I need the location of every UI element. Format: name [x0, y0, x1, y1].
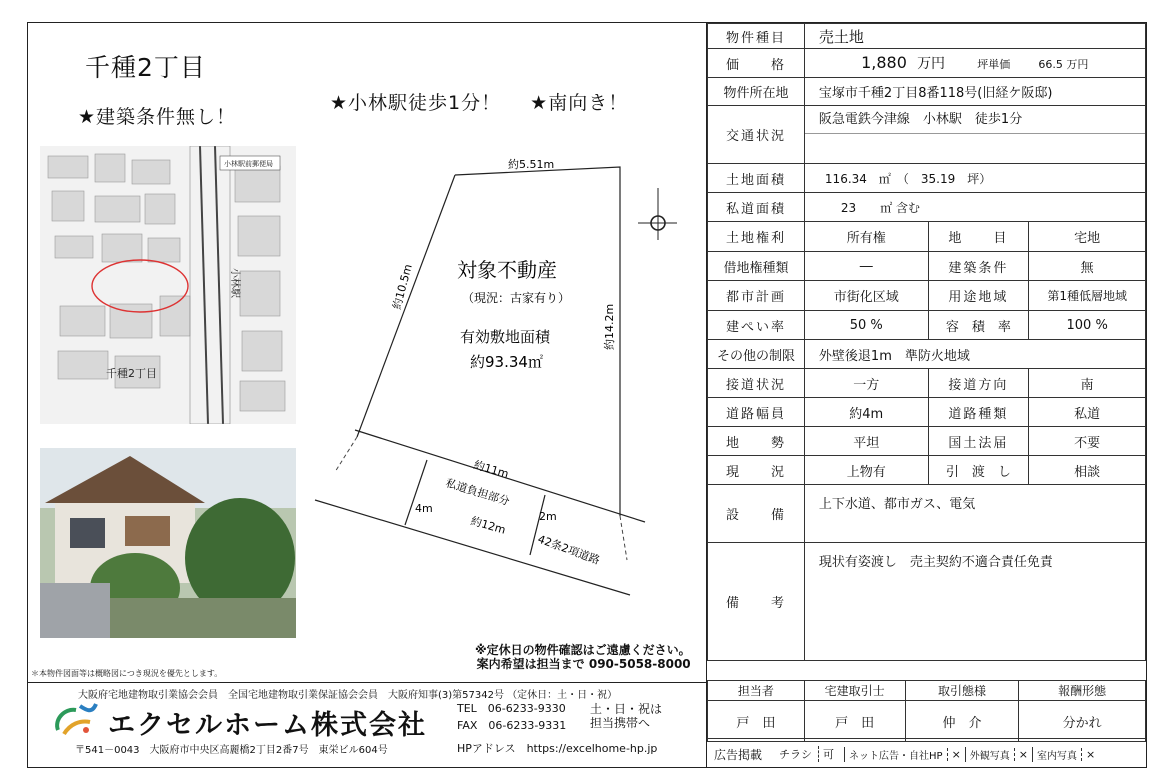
far-value: 100 %: [1029, 311, 1146, 340]
city-plan-label: 都市計画: [708, 281, 805, 311]
price-unit: 万円: [917, 56, 946, 72]
effective-area-label: 有効敷地面積: [460, 328, 551, 346]
city-plan-value: 市街化区域: [804, 281, 928, 311]
lot-plan: [305, 150, 705, 610]
property-info-table: [707, 23, 1146, 661]
leasehold-label: 借地権種類: [708, 252, 805, 281]
staff-header-mode: 取引態様: [905, 681, 1019, 701]
terrain-value: 平坦: [804, 427, 928, 456]
location-label: 物件所在地: [708, 78, 805, 106]
ad-permissions: [707, 738, 1146, 769]
company-name: エクセルホーム株式会社: [108, 710, 427, 741]
map-disclaimer: ＊本物件図面等は概略図につき現況を優先とします。: [31, 669, 223, 678]
handover-value: 相談: [1029, 456, 1146, 485]
land-area-value: 116.34 ㎡ （ 35.19 坪）: [804, 164, 1145, 193]
land-right-label: 土地権利: [708, 222, 805, 252]
catch-station: ★小林駅徒歩1分！: [330, 92, 502, 114]
public-road-label: 42条2項道路: [535, 532, 602, 568]
subject-status: （現況：古家有り）: [462, 291, 571, 305]
land-right-value: 所有権: [804, 222, 928, 252]
unit-price-value: 66.5 万円: [1038, 58, 1089, 71]
effective-area-value: 約93.34㎡: [470, 353, 543, 371]
lot-boundary-left: [357, 175, 455, 437]
map-station-label: 小林駅: [229, 268, 240, 298]
contact-numbers: [457, 700, 566, 734]
top-width-label: 約5.51m: [508, 158, 555, 171]
staff-header-fee: 報酬形態: [1019, 681, 1146, 701]
unit-price-label: 坪単価: [977, 58, 1011, 71]
facilities-value: 上下水道、都市ガス、電気: [804, 485, 1145, 543]
road-right-depth: 2m: [539, 510, 557, 523]
category-value: 宅地: [1029, 222, 1146, 252]
facilities-label: 設 備: [708, 485, 805, 543]
subject-label: 対象不動産: [457, 258, 557, 282]
price-value: 1,880: [861, 53, 907, 72]
staff-table: [707, 680, 1146, 742]
right-side-label: 約14.2m: [603, 303, 616, 350]
leasehold-value: ―: [804, 252, 928, 281]
ad-interior-ok: ×: [1081, 748, 1095, 761]
holiday-notice-2: 案内希望は担当まで 090-5058-8000: [476, 657, 691, 671]
staff-mode: 仲 介: [905, 701, 1019, 742]
access-label: 交通状況: [708, 106, 805, 164]
type-value: 売土地: [804, 24, 1145, 49]
catch-copy: [330, 88, 628, 115]
ad-flyer: チラシ: [779, 748, 812, 761]
road-direction-label: 接道方向: [928, 369, 1029, 398]
holiday-notice: [475, 643, 691, 671]
road-access-value: 一方: [804, 369, 928, 398]
category-label: 地 目: [928, 222, 1029, 252]
road-direction-value: 南: [1029, 369, 1146, 398]
tel-number: TEL 06-6233-9330: [457, 702, 566, 715]
ad-exterior: 外観写真: [965, 747, 1010, 762]
association-info: 大阪府宅地建物取引業協会会員 全国宅地建物取引業保証協会会員 大阪府知事(3)第57342号 （定休日：土・日・祝）: [78, 690, 618, 701]
map-area-label: 千種2丁目: [106, 367, 157, 380]
ad-net-ok: ×: [947, 748, 961, 761]
bcr-label: 建ぺい率: [708, 311, 805, 340]
weekend-contact-1: 土・日・祝は: [590, 702, 663, 716]
building-condition-note: ★建築条件無し！: [78, 106, 237, 128]
use-zone-label: 用途地域: [928, 281, 1029, 311]
ad-exterior-ok: ×: [1014, 748, 1028, 761]
property-photo: [40, 448, 296, 638]
house-photo-drawing: [40, 448, 296, 638]
location-value: 宝塚市千種2丁目8番118号(旧経ケ阪邸): [804, 78, 1145, 106]
staff-fee: 分かれ: [1019, 701, 1146, 742]
bcr-value: 50 %: [804, 311, 928, 340]
road-bottom-width: 約12m: [469, 514, 508, 537]
company-logo-icon: [50, 700, 102, 738]
left-side-label: 約10.5m: [390, 262, 415, 311]
land-area-label: 土地面積: [708, 164, 805, 193]
price-cell: [804, 49, 1145, 78]
staff-person: 戸 田: [708, 701, 805, 742]
remarks-label: 備 考: [708, 543, 805, 661]
price-label: 価 格: [708, 49, 805, 78]
ad-label: 広告掲載: [713, 747, 762, 762]
fax-number: FAX 06-6233-9331: [457, 719, 567, 732]
private-road-label: 私道負担部分: [444, 476, 512, 509]
access-value: 阪急電鉄今津線 小林駅 徒歩1分: [805, 106, 1145, 134]
handover-label: 引 渡 し: [928, 456, 1029, 485]
homepage-url: HPアドレス https://excelhome-hp.jp: [457, 742, 658, 755]
weekend-contact-2: 担当携帯へ: [590, 716, 651, 730]
build-condition-label: 建築条件: [928, 252, 1029, 281]
area-map: [40, 146, 296, 424]
access-cell: [804, 106, 1145, 164]
use-zone-value: 第1種低層地域: [1029, 281, 1146, 311]
staff-header-license: 宅建取引士: [804, 681, 905, 701]
road-access-label: 接道状況: [708, 369, 805, 398]
current-status-label: 現 況: [708, 456, 805, 485]
weekend-contact: [590, 702, 662, 730]
other-restrictions-value: 外壁後退1m 準防火地域: [804, 340, 1145, 369]
current-status-value: 上物有: [804, 456, 928, 485]
footer-divider: [27, 682, 707, 683]
private-road-area-label: 私道面積: [708, 193, 805, 222]
ad-interior: 室内写真: [1032, 747, 1077, 762]
road-width-label: 道路幅員: [708, 398, 805, 427]
road-width-value: 約4m: [804, 398, 928, 427]
road-type-value: 私道: [1029, 398, 1146, 427]
other-restrictions-label: その他の制限: [708, 340, 805, 369]
holiday-notice-1: ※定休日の物件確認はご遠慮ください。: [475, 643, 691, 657]
company-address: 〒541－0043 大阪府市中央区高麗橋2丁目2番7号 東栄ビル604号: [75, 745, 388, 756]
ad-net: ネット広告・自社HP: [844, 747, 943, 762]
private-road-area-value: 23 ㎡ 含む: [804, 193, 1145, 222]
far-label: 容 積 率: [928, 311, 1029, 340]
page-title: 千種2丁目: [85, 53, 206, 82]
road-divider-left: [405, 460, 427, 525]
road-left-depth: 4m: [415, 502, 433, 515]
map-post-office-label: 小林駅前郵便局: [224, 160, 273, 168]
area-map-drawing: [40, 146, 296, 424]
staff-header-person: 担当者: [708, 681, 805, 701]
build-condition-value: 無: [1029, 252, 1146, 281]
road-type-label: 道路種類: [928, 398, 1029, 427]
national-law-value: 不要: [1029, 427, 1146, 456]
terrain-label: 地 勢: [708, 427, 805, 456]
national-law-label: 国土法届: [928, 427, 1029, 456]
remarks-value: 現状有姿渡し 売主契約不適合責任免責: [804, 543, 1145, 661]
catch-south: ★南向き！: [530, 92, 629, 114]
private-road-width: 約11m: [472, 458, 511, 481]
type-label: 物件種目: [708, 24, 805, 49]
staff-license: 戸 田: [804, 701, 905, 742]
ad-flyer-ok: 可: [818, 746, 834, 762]
